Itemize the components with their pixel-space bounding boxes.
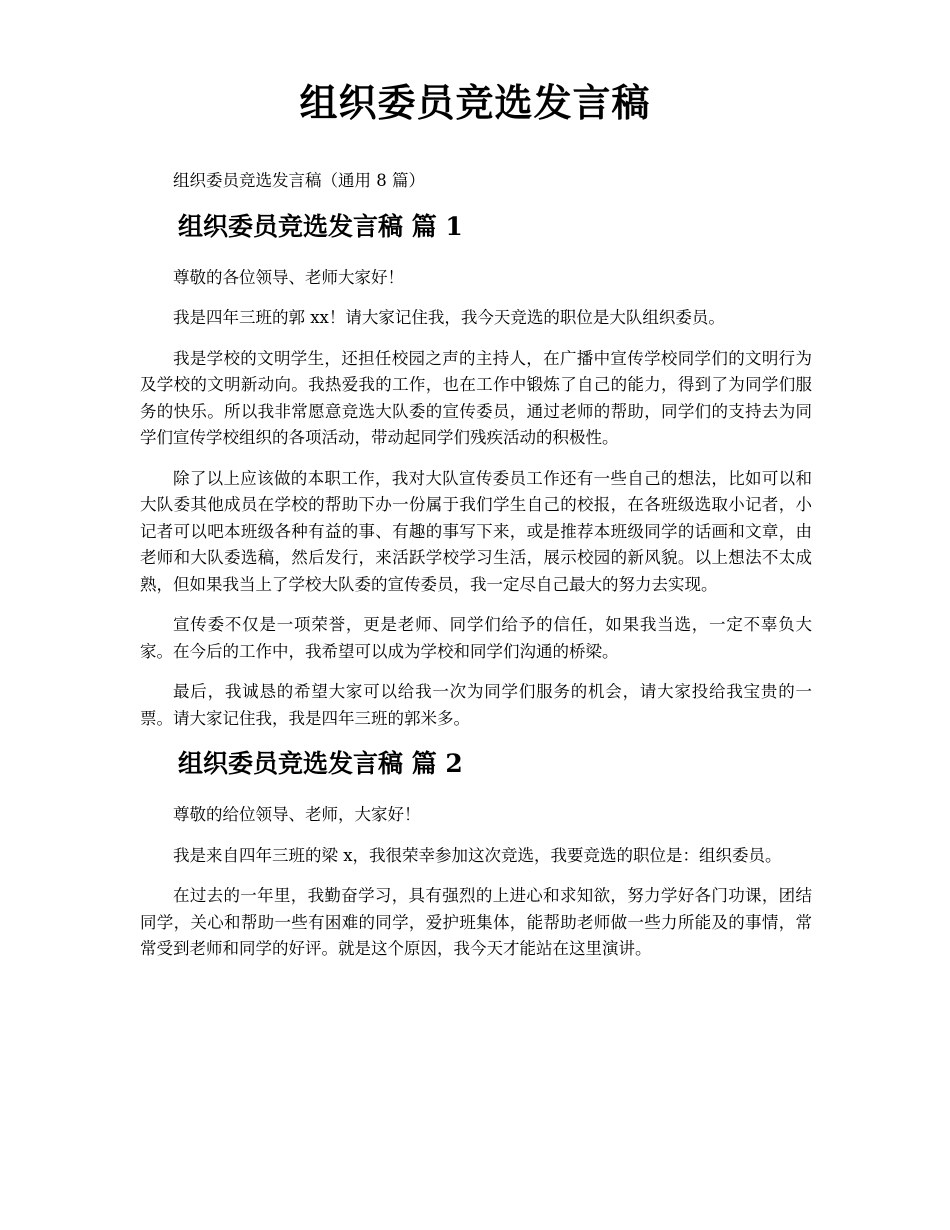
paragraph: 除了以上应该做的本职工作，我对大队宣传委员工作还有一些自己的想法，比如可以和大队委其他成员在学校的帮助下办一份属于我们学生自己的校报，在各班级选取小记者，小记者可以吧本班级各种有益的事、有趣的事写下来，或是推荐本班级同学的话画和文章，由老师和大队委选稿，然后发行，来活跃学校学习生活，展示校园的新风貌。以上想法不太成熟，但如果我当上了学校大队委的宣传委员，我一定尽自己最大的努力去实现。: [140, 468, 812, 594]
paragraph: 我是学校的文明学生，还担任校园之声的主持人，在广播中宣传学校同学们的文明行为及学校的文明新动向。我热爱我的工作，也在工作中锻炼了自己的能力，得到了为同学们服务的快乐。所以我非常愿意竞选大队委的宣传委员，通过老师的帮助，同学们的支持去为同学们宣传学校组织的各项活动，带动起同学们残疾活动的积极性。: [140, 348, 812, 447]
paragraph: 我是四年三班的郭 xx！请大家记住我，我今天竞选的职位是大队组织委员。: [173, 308, 725, 327]
document-body: [140, 168, 812, 977]
section-heading: 组织委员竞选发言稿 篇 2: [178, 749, 463, 778]
paragraph: 尊敬的各位领导、老师大家好！: [173, 267, 404, 287]
document-subtitle: 组织委员竞选发言稿（通用 8 篇）: [173, 171, 425, 190]
section-2: [140, 746, 812, 963]
section-heading: 组织委员竞选发言稿 篇 1: [178, 211, 463, 241]
document-title: 组织委员竞选发言稿: [299, 80, 651, 125]
paragraph: 在过去的一年里，我勤奋学习，具有强烈的上进心和求知欲，努力学好各门功课，团结同学，关心和帮助一些有困难的同学，爱护班集体，能帮助老师做一些力所能及的事情，常常受到老师和同学的好评。就是这个原因，我今天才能站在这里演讲。: [140, 886, 812, 958]
paragraph: 我是来自四年三班的梁 x，我很荣幸参加这次竞选，我要竞选的职位是：组织委员。: [173, 845, 782, 865]
paragraph: 尊敬的给位领导、老师，大家好！: [173, 805, 421, 824]
paragraph: 最后，我诚恳的希望大家可以给我一次为同学们服务的机会，请大家投给我宝贵的一票。请大家记住我，我是四年三班的郭米多。: [140, 682, 812, 728]
section-1: [140, 209, 812, 733]
paragraph: 宣传委不仅是一项荣誉，更是老师、同学们给予的信任，如果我当选，一定不辜负大家。在今后的工作中，我希望可以成为学校和同学们沟通的桥梁。: [140, 615, 812, 661]
